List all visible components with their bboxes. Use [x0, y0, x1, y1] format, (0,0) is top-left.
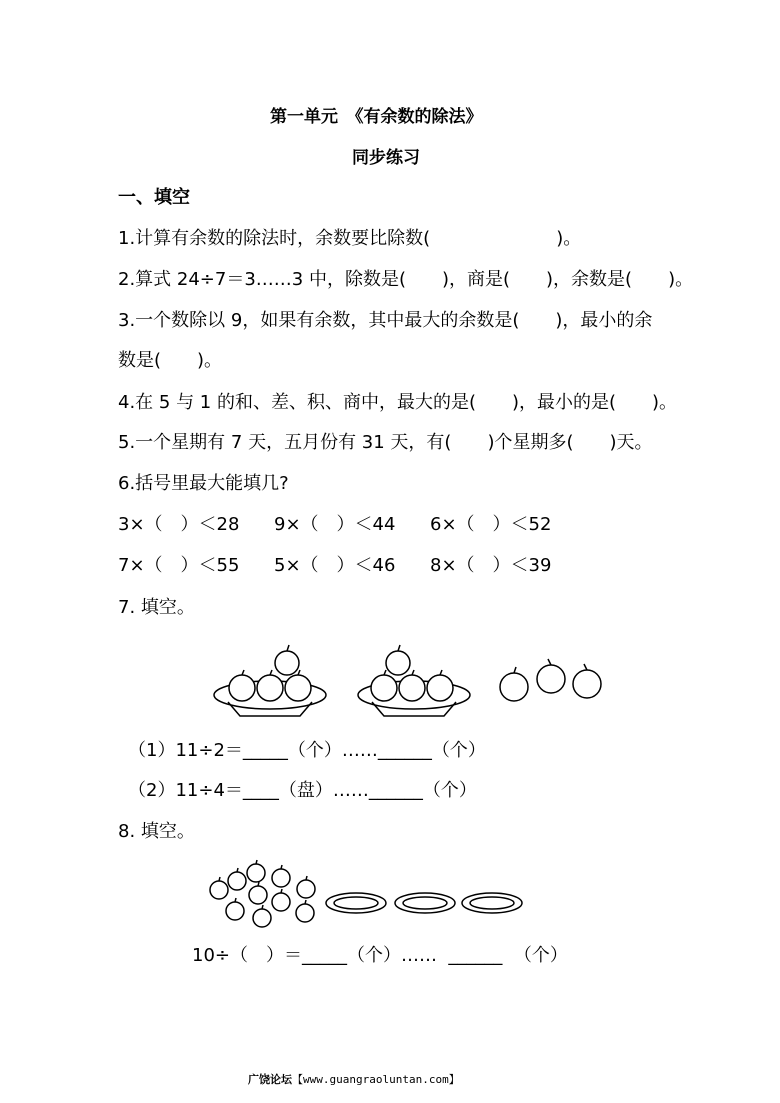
inequality-item: 8×（ ）＜39 — [430, 555, 552, 576]
page-title: 第一单元 《有余数的除法》 — [270, 107, 483, 127]
footer — [248, 1069, 460, 1091]
inequality-item: 7×（ ）＜55 — [118, 555, 240, 576]
footer-site-name: 广饶论坛 — [248, 1073, 292, 1086]
question-7-part-2: （2）11÷4＝____（盘）……______（个） — [128, 780, 477, 801]
question-2: 2.算式 24÷7＝3……3 中，除数是( )，商是( )，余数是( )。 — [118, 269, 694, 290]
plate-with-apples-illustration — [358, 645, 470, 716]
inequality-item: 9×（ ）＜44 — [274, 514, 396, 535]
question-1: 1.计算有余数的除法时，余数要比除数( )。 — [118, 228, 582, 249]
apple-pile-illustration — [210, 860, 315, 927]
plate-with-apples-illustration — [214, 645, 326, 716]
section-heading-fill-blank: 一、填空 — [118, 187, 190, 208]
page-subtitle: 同步练习 — [352, 148, 420, 168]
question-5: 5.一个星期有 7 天，五月份有 31 天，有( )个星期多( )天。 — [118, 432, 653, 453]
empty-plate-illustration — [462, 893, 522, 913]
inequality-item: 3×（ ）＜28 — [118, 514, 240, 535]
loose-apples-illustration — [500, 659, 601, 701]
question-3-line-2: 数是( )。 — [118, 350, 223, 371]
question-7-part-1: （1）11÷2＝_____（个）……______（个） — [128, 740, 486, 761]
empty-plate-illustration — [395, 893, 455, 913]
question-7: 7. 填空。 — [118, 597, 195, 618]
question-8-equation: 10÷（ ）＝_____（个）…… ______ （个） — [192, 945, 568, 966]
footer-site-url: 【www.guangraoluntan.com】 — [292, 1073, 460, 1086]
question-6: 6.括号里最大能填几? — [118, 473, 289, 494]
question-3-line-1: 3.一个数除以 9，如果有余数，其中最大的余数是( )，最小的余 — [118, 310, 653, 331]
inequality-item: 5×（ ）＜46 — [274, 555, 396, 576]
inequality-item: 6×（ ）＜52 — [430, 514, 552, 535]
empty-plate-illustration — [326, 893, 386, 913]
question-8: 8. 填空。 — [118, 821, 195, 842]
question-4: 4.在 5 与 1 的和、差、积、商中，最大的是( )，最小的是( )。 — [118, 392, 678, 413]
